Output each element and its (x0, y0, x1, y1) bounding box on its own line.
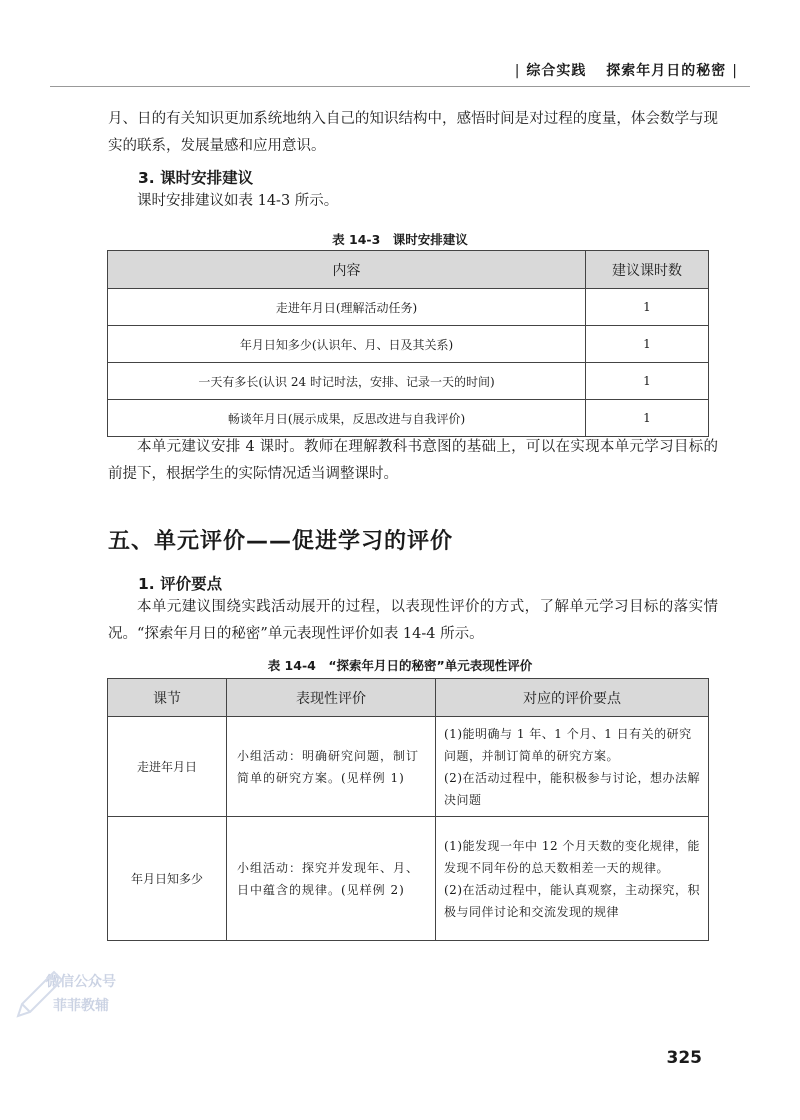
cell-content: 年月日知多少(认识年、月、日及其关系) (108, 326, 586, 363)
col-header-performance: 表现性评价 (227, 679, 436, 717)
schedule-table (107, 250, 709, 437)
col-header-hours: 建议课时数 (586, 251, 709, 289)
intro-paragraph: 月、日的有关知识更加系统地纳入自己的知识结构中，感悟时间是对过程的度量，体会数学与现实的联系，发展量感和应用意识。 (108, 111, 718, 154)
table-row (108, 326, 709, 363)
page-number: 325 (666, 1048, 702, 1068)
col-header-content: 内容 (108, 251, 586, 289)
section3-heading: 3. 课时安排建议 (138, 169, 254, 187)
cell-points (436, 817, 709, 941)
section5-subheading: 1. 评价要点 (138, 575, 223, 593)
table-row (108, 363, 709, 400)
cell-content: 走进年月日(理解活动任务) (108, 289, 586, 326)
header-bar-right: | (732, 63, 738, 79)
section5-heading: 五、单元评价——促进学习的评价 (108, 529, 454, 554)
cell-hours: 1 (586, 326, 709, 363)
watermark-line1: 微信公众号 (46, 974, 116, 990)
after-table1-paragraph: 本单元建议安排 4 课时。教师在理解教科书意图的基础上，可以在实现本单元学习目标的前提下，根据学生的实际情况适当调整课时。 (108, 439, 718, 482)
table-row (108, 717, 709, 817)
watermark-line2: 菲菲教辅 (53, 998, 109, 1014)
point-item: (1)能发现一年中 12 个月天数的变化规律，能发现不同年份的总天数相差一天的规律。 (444, 838, 700, 875)
table-header-row (108, 679, 709, 717)
section5-paragraph: 本单元建议围绕实践活动展开的过程，以表现性评价的方式，了解单元学习目标的落实情况。“探索年月日的秘密”单元表现性评价如表 14-4 所示。 (108, 599, 718, 642)
col-header-lesson: 课节 (108, 679, 227, 717)
table-row (108, 289, 709, 326)
cell-hours: 1 (586, 400, 709, 437)
pencil-icon (10, 964, 70, 1024)
cell-lesson: 走进年月日 (108, 717, 227, 817)
header-bar-left: | (514, 63, 521, 79)
table2-caption: 表 14-4 “探索年月日的秘密”单元表现性评价 (267, 658, 533, 673)
table-header-row (108, 251, 709, 289)
cell-content: 一天有多长(认识 24 时记时法，安排、记录一天的时间) (108, 363, 586, 400)
cell-performance: 小组活动：明确研究问题，制订简单的研究方案。(见样例 1) (227, 717, 436, 817)
cell-hours: 1 (586, 289, 709, 326)
cell-content: 畅谈年月日(展示成果，反思改进与自我评价) (108, 400, 586, 437)
cell-lesson: 年月日知多少 (108, 817, 227, 941)
header-chapter-title: 探索年月日的秘密 (606, 63, 727, 79)
cell-points (436, 717, 709, 817)
point-item: (1)能明确与 1 年、1 个月、1 日有关的研究问题，并制订简单的研究方案。 (444, 726, 692, 763)
evaluation-table (107, 678, 709, 941)
point-item: (2)在活动过程中，能积极参与讨论，想办法解决问题 (444, 770, 700, 807)
col-header-points: 对应的评价要点 (436, 679, 709, 717)
watermark (30, 970, 116, 1018)
header-section: 综合实践 (526, 63, 587, 79)
header-divider (50, 86, 750, 87)
table1-caption: 表 14-3 课时安排建议 (332, 232, 468, 247)
table-row (108, 400, 709, 437)
table-row (108, 817, 709, 941)
section3-lead: 课时安排建议如表 14-3 所示。 (137, 193, 339, 209)
cell-performance: 小组活动：探究并发现年、月、日中蕴含的规律。(见样例 2) (227, 817, 436, 941)
running-header (509, 60, 744, 80)
cell-hours: 1 (586, 363, 709, 400)
point-item: (2)在活动过程中，能认真观察，主动探究，积极与同伴讨论和交流发现的规律 (444, 882, 700, 919)
